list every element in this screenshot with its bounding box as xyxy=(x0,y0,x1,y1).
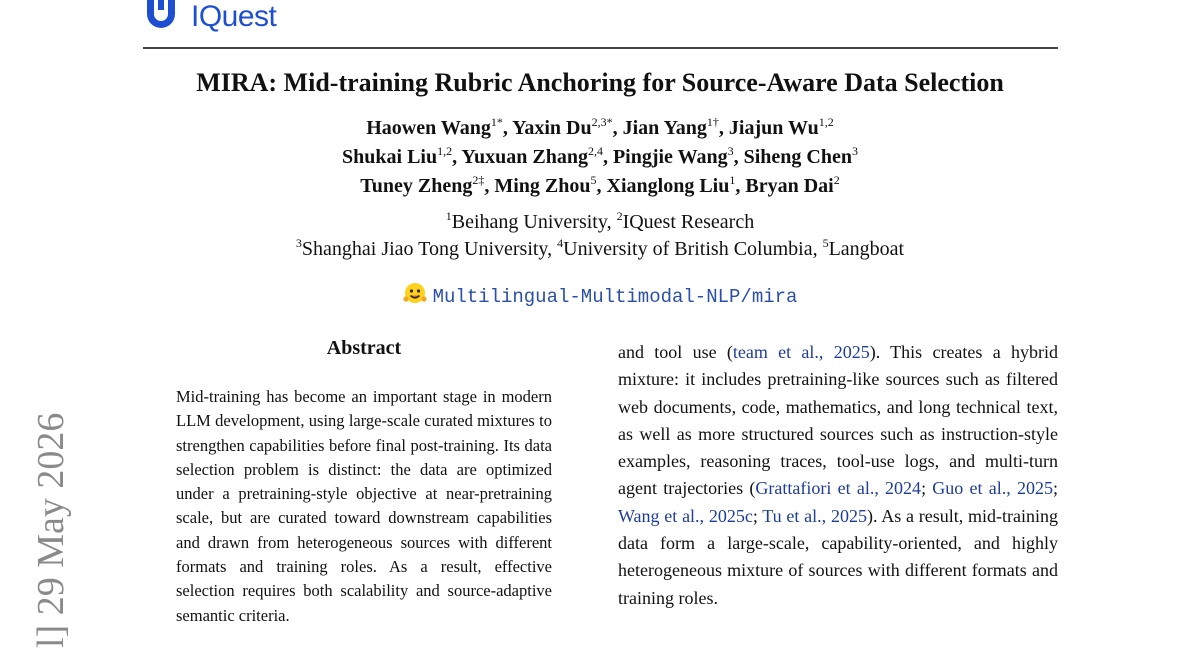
author-name: Yuxuan Zhang xyxy=(461,146,588,168)
affiliation-line: $^3$Shanghai Jiao Tong University, $^4$University of British Columbia, $^5$Langboat xyxy=(295,236,905,260)
affiliation-number: 5 xyxy=(822,236,829,250)
body-text: ). This creates a hybrid mixture: it includes pretraining-like sources such as filtered web documents, code, mathematics, and long technical text, as well as more structured sources such as instruction-style examples, reasoning traces, tool-use logs, and multi-turn agent trajectories ( xyxy=(618,342,1058,499)
affiliation-name: Langboat xyxy=(828,238,905,260)
author-name: Tuney Zheng xyxy=(360,175,473,197)
body-text: ). As a result, mid-training data form a large-scale, capability-oriented, and highly heterogeneous mixture of sources with different formats and training roles. xyxy=(618,505,1059,608)
author-name: Jiajun Wu xyxy=(728,117,819,139)
header-rule xyxy=(143,47,1058,49)
author-line: Haowen Wang$^{1*}$, Yaxin $Du^{2,3*}$, Jian Yang$^{1\dagger}$, Jiajun Wu$^{1,2}$ xyxy=(366,115,834,139)
author-affiliation-mark: 2,4 xyxy=(587,144,603,158)
affiliation-name: IQuest Research xyxy=(622,211,755,233)
citation-link[interactable]: Guo et al., 2025 xyxy=(932,478,1053,499)
affiliation-number: 3 xyxy=(295,236,302,250)
author-affiliation-mark: 2 xyxy=(833,173,840,187)
author-name: Jian Yang xyxy=(622,117,707,139)
author-line: Tuney Zheng$^{2\ddagger}$, Ming Zhou$^5$, Xianglong Liu$^1$, Bryan Dai$^2$ xyxy=(360,173,840,197)
iquest-logo xyxy=(143,0,276,34)
body-text: ; xyxy=(752,505,763,526)
author-list xyxy=(0,114,1200,201)
repo-link-text: Multilingual-Multimodal-NLP/mira xyxy=(432,286,798,308)
author-affiliation-mark: 1* xyxy=(490,115,503,129)
author-name: Bryan Dai xyxy=(745,175,834,197)
hugging-face-icon xyxy=(403,282,427,304)
logo-text: IQuest xyxy=(191,0,277,33)
affiliation-line: $^1$Beihang University, $^2$IQuest Research xyxy=(445,209,755,233)
author-name: Yaxin Du xyxy=(512,117,592,139)
body-text: ; xyxy=(1052,478,1058,499)
affiliation-number: 1 xyxy=(445,209,452,223)
affiliation-number: 4 xyxy=(557,236,564,250)
author-affiliation-mark: 5 xyxy=(590,173,597,187)
citation-link[interactable]: team et al., 2025 xyxy=(732,342,870,362)
abstract-heading: Abstract xyxy=(326,337,402,359)
author-affiliation-mark: 2,3* xyxy=(591,115,613,129)
intro-paragraph xyxy=(618,339,1058,612)
abstract-text: Mid-training has become an important stage in modern LLM development, using large-scale curated mixtures to strengthen capabilities before final post-training. Its data selection problem is distinct: the data are optimized under a pretraining-style objective at near-pretraining scale, but are curated toward downstream capabilities and drawn from heterogeneous sources with different formats and training roles. As a result, effective selection requires both scalability and source-adaptive semantic criteria. xyxy=(176,387,552,625)
body-text: and tool use ( xyxy=(618,342,733,362)
citation-link[interactable]: Wang et al., 2025c xyxy=(618,505,753,526)
author-affiliation-mark: 1,2 xyxy=(437,144,453,158)
author-name: Siheng Chen xyxy=(743,146,852,168)
arxiv-margin-stamp: l] 29 May 2026 xyxy=(30,412,72,648)
author-name: Ming Zhou xyxy=(494,175,591,197)
author-line: Shukai Liu$^{1,2}$, Yuxuan Zhang$^{2,4}$, Pingjie Wang$^3$, Siheng Chen$^3$ xyxy=(342,144,858,168)
paper-title: MIRA: Mid-training Rubric Anchoring for Source-Aware Data Selection xyxy=(196,68,1004,97)
author-name: Xianglong Liu xyxy=(606,175,730,197)
repo-link[interactable] xyxy=(0,282,1200,308)
affiliation-name: Beihang University xyxy=(451,211,607,233)
author-affiliation-mark: 1,2 xyxy=(818,115,834,129)
citation-link[interactable]: Tu et al., 2025 xyxy=(762,505,867,526)
iquest-logo-icon xyxy=(143,0,183,34)
author-affiliation-mark: 3 xyxy=(727,144,734,158)
author-name: Pingjie Wang xyxy=(612,146,728,168)
abstract-section xyxy=(176,337,552,628)
author-name: Haowen Wang xyxy=(366,117,491,139)
author-name: Shukai Liu xyxy=(342,146,438,168)
affiliation-name: University of British Columbia xyxy=(563,238,813,260)
affiliation-list xyxy=(0,209,1200,263)
author-affiliation-mark: 3 xyxy=(851,144,858,158)
affiliation-name: Shanghai Jiao Tong University xyxy=(301,238,548,260)
body-text: ; xyxy=(921,478,933,499)
affiliation-number: 2 xyxy=(616,209,623,223)
author-affiliation-mark: 2‡ xyxy=(472,173,485,187)
author-affiliation-mark: 1† xyxy=(706,115,719,129)
author-affiliation-mark: 1 xyxy=(729,173,736,187)
citation-link[interactable]: Grattafiori et al., 2024 xyxy=(755,478,922,499)
